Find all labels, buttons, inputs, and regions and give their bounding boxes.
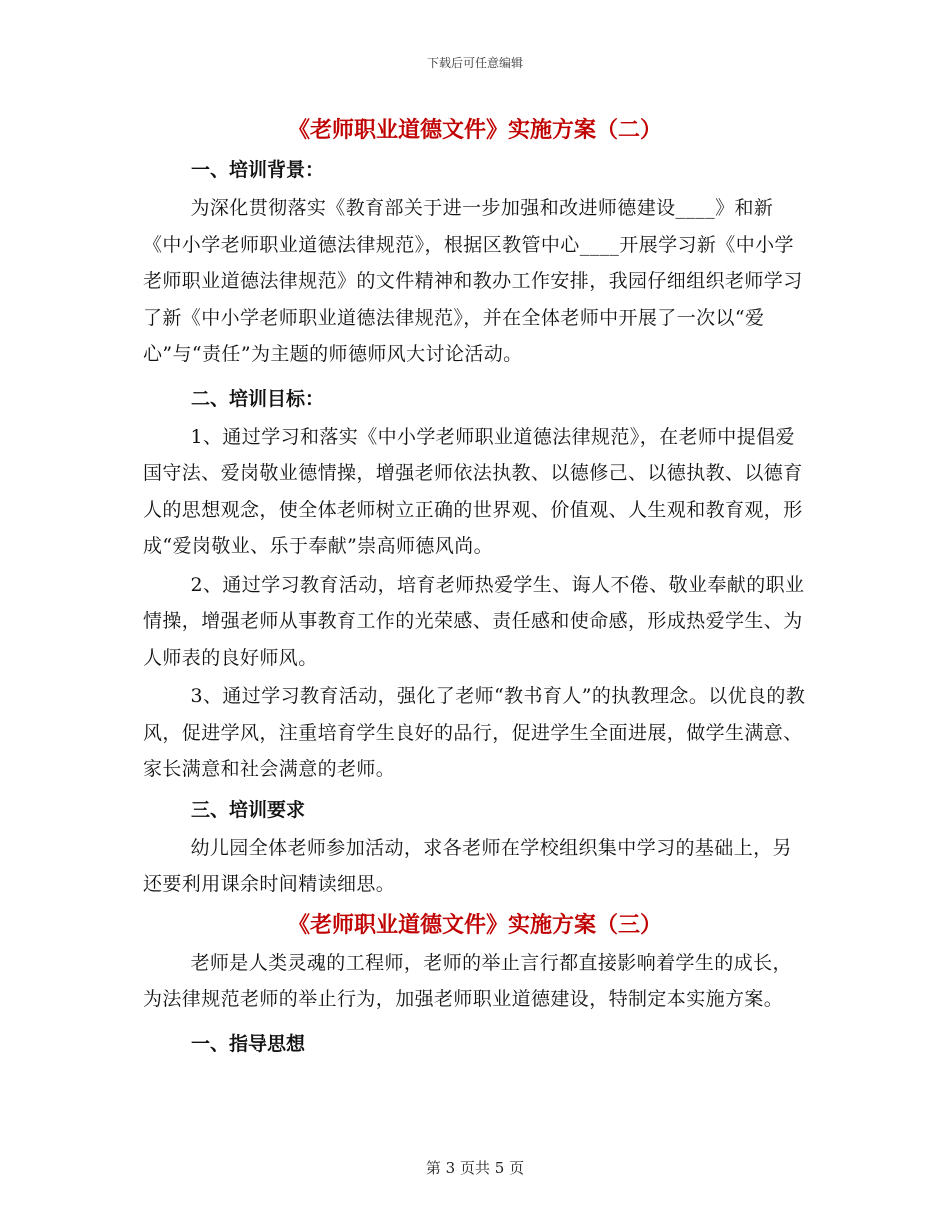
heading-guiding-thought: 一、指导思想 <box>191 1032 306 1055</box>
document-body <box>143 110 807 1064</box>
paragraph-training-background: 为深化贯彻落实《教育部关于进一步加强和改进师德建设____》和新《中小学老师职业道德法律规范》，根据区教管中心____开展学习新《中小学老师职业道德法律规范》的文件精神和教办工作安排，我园仔细组织老师学习了新《中小学老师职业道德法律规范》，并在全体老师中开展了一次以“爱心”与“责任”为主题的师德师风大讨论活动。 <box>143 197 803 365</box>
heading-training-requirements: 三、培训要求 <box>191 798 306 821</box>
section-title-3: 《老师职业道德文件》实施方案（三） <box>287 911 662 938</box>
heading-training-background: 一、培训背景： <box>191 159 325 181</box>
paragraph-goal-1: 1、通过学习和落实《中小学老师职业道德法律规范》，在老师中提倡爱国守法、爱岗敬业德情操，增强老师依法执教、以德修己、以德执教、以德育人的思想观念，使全体老师树立正确的世界观、价值观、人生观和教育观，形成“爱岗敬业、乐于奉献”崇高师德风尚。 <box>143 425 803 557</box>
page-footer: 第 3 页共 5 页 <box>425 1159 525 1177</box>
section-title-2: 《老师职业道德文件》实施方案（二） <box>287 117 662 143</box>
paragraph-training-requirements: 幼儿园全体老师参加活动，求各老师在学校组织集中学习的基础上，另还要利用课余时间精读细思。 <box>143 836 792 895</box>
paragraph-goal-2: 2、通过学习教育活动，培育老师热爱学生、诲人不倦、敬业奉献的职业情操，增强老师从事教育工作的光荣感、责任感和使命感，形成热爱学生、为人师表的良好师风。 <box>143 573 805 669</box>
page-header: 下载后可任意编辑 <box>426 56 523 70</box>
heading-training-goals: 二、培训目标： <box>191 387 325 410</box>
paragraph-goal-3: 3、通过学习教育活动，强化了老师“教书育人”的执教理念。以优良的教风，促进学风，注重培育学生良好的品行，促进学生全面进展，做学生满意、家长满意和社会满意的老师。 <box>143 685 806 780</box>
paragraph-intro-3: 老师是人类灵魂的工程师，老师的举止言行都直接影响着学生的成长，为法律规范老师的举止行为，加强老师职业道德建设，特制定本实施方案。 <box>143 951 792 1010</box>
